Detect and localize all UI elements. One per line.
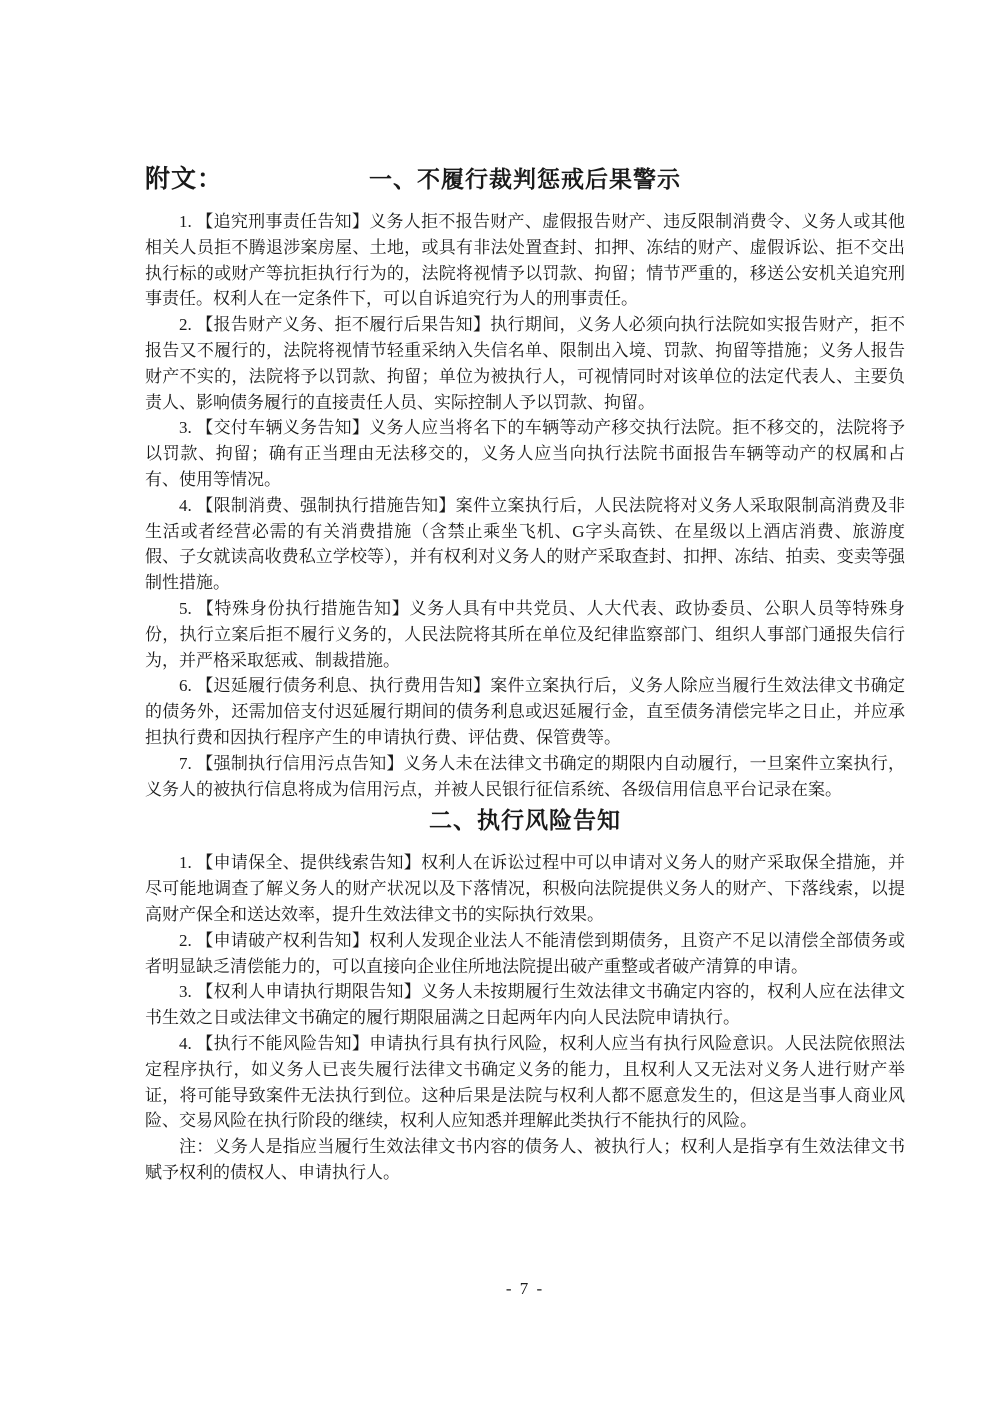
note-paragraph: 注：义务人是指应当履行生效法律文书内容的债务人、被执行人；权利人是指享有生效法律文书赋予权利的债权人、申请执行人。 xyxy=(145,1137,905,1182)
title-row xyxy=(145,162,905,196)
page-number: - 7 - xyxy=(505,1279,545,1298)
section-1-paragraph-4: 4. 【限制消费、强制执行措施告知】案件立案执行后，人民法院将对义务人采取限制高消费及非生活或者经营必需的有关消费措施（含禁止乘坐飞机、G字头高铁、在星级以上酒店消费、旅游度假、子女就读高收费私立学校等），并有权利对义务人的财产采取查封、扣押、冻结、拍卖、变卖等强制性措施。 xyxy=(145,495,905,593)
section-1-paragraph-1: 1. 【追究刑事责任告知】义务人拒不报告财产、虚假报告财产、违反限制消费令、义务人或其他相关人员拒不腾退涉案房屋、土地，或具有非法处置查封、扣押、冻结的财产、虚假诉讼、拒不交出执行标的或财产等抗拒执行行为的，法院将视情予以罚款、拘留；情节严重的，移送公安机关追究刑事责任。权利人在一定条件下，可以自诉追究行为人的刑事责任。 xyxy=(145,212,905,309)
section-2-paragraph-4: 4. 【执行不能风险告知】申请执行具有执行风险，权利人应当有执行风险意识。人民法院依照法定程序执行，如义务人已丧失履行法律文书确定义务的能力，且权利人又无法对义务人进行财产举证，将可能导致案件无法执行到位。这种后果是法院与权利人都不愿意发生的，但这是当事人商业风险、交易风险在执行阶段的继续，权利人应知悉并理解此类执行不能执行的风险。 xyxy=(145,1033,905,1131)
document-content xyxy=(145,162,905,1186)
section-1-paragraph-3: 3. 【交付车辆义务告知】义务人应当将名下的车辆等动产移交执行法院。拒不移交的，法院将予以罚款、拘留；确有正当理由无法移交的，义务人应当向执行法院书面报告车辆等动产的权属和占有、使用等情况。 xyxy=(145,418,905,489)
section-2-title: 二、执行风险告知 xyxy=(429,807,621,834)
section-1-body xyxy=(145,209,905,802)
section-2-body xyxy=(145,850,905,1185)
section-1-paragraph-2: 2. 【报告财产义务、拒不履行后果告知】执行期间，义务人必须向执行法院如实报告财产，拒不报告又不履行的，法院将视情节轻重采纳入失信名单、限制出入境、罚款、拘留等措施；义务人报告财产不实的，法院将予以罚款、拘留；单位为被执行人，可视情同时对该单位的法定代表人、主要负责人、影响债务履行的直接责任人员、实际控制人予以罚款、拘留。 xyxy=(145,315,905,412)
section-1-title: 一、不履行裁判惩戒后果警示 xyxy=(369,166,681,192)
attachment-label: 附文： xyxy=(145,165,224,193)
section-1-paragraph-5: 5. 【特殊身份执行措施告知】义务人具有中共党员、人大代表、政协委员、公职人员等特殊身份，执行立案后拒不履行义务的，人民法院将其所在单位及纪律监察部门、组织人事部门通报失信行为，并严格采取惩戒、制裁措施。 xyxy=(145,598,905,670)
section-2-paragraph-2: 2. 【申请破产权利告知】权利人发现企业法人不能清偿到期债务，且资产不足以清偿全部债务或者明显缺乏清偿能力的，可以直接向企业住所地法院提出破产重整或者破产清算的申请。 xyxy=(145,930,905,976)
section-2-paragraph-1: 1. 【申请保全、提供线索告知】权利人在诉讼过程中可以申请对义务人的财产采取保全措施，并尽可能地调查了解义务人的财产状况以及下落情况，积极向法院提供义务人的财产、下落线索，以提高财产保全和送达效率，提升生效法律文书的实际执行效果。 xyxy=(145,853,905,924)
section-2-paragraph-3: 3. 【权利人申请执行期限告知】义务人未按期履行生效法律文书确定内容的，权利人应在法律文书生效之日或法律文书确定的履行期限届满之日起两年内向人民法院申请执行。 xyxy=(145,982,905,1028)
section-1-paragraph-7: 7. 【强制执行信用污点告知】义务人未在法律文书确定的期限内自动履行，一旦案件立案执行，义务人的被执行信息将成为信用污点，并被人民银行征信系统、各级信用信息平台记录在案。 xyxy=(145,753,905,799)
section-1-paragraph-6: 6. 【迟延履行债务利息、执行费用告知】案件立案执行后，义务人除应当履行生效法律文书确定的债务外，还需加倍支付迟延履行期间的债务利息或迟延履行金，直至债务清偿完毕之日止，并应承担执行费和因执行程序产生的申请执行费、评估费、保管费等。 xyxy=(145,676,905,747)
